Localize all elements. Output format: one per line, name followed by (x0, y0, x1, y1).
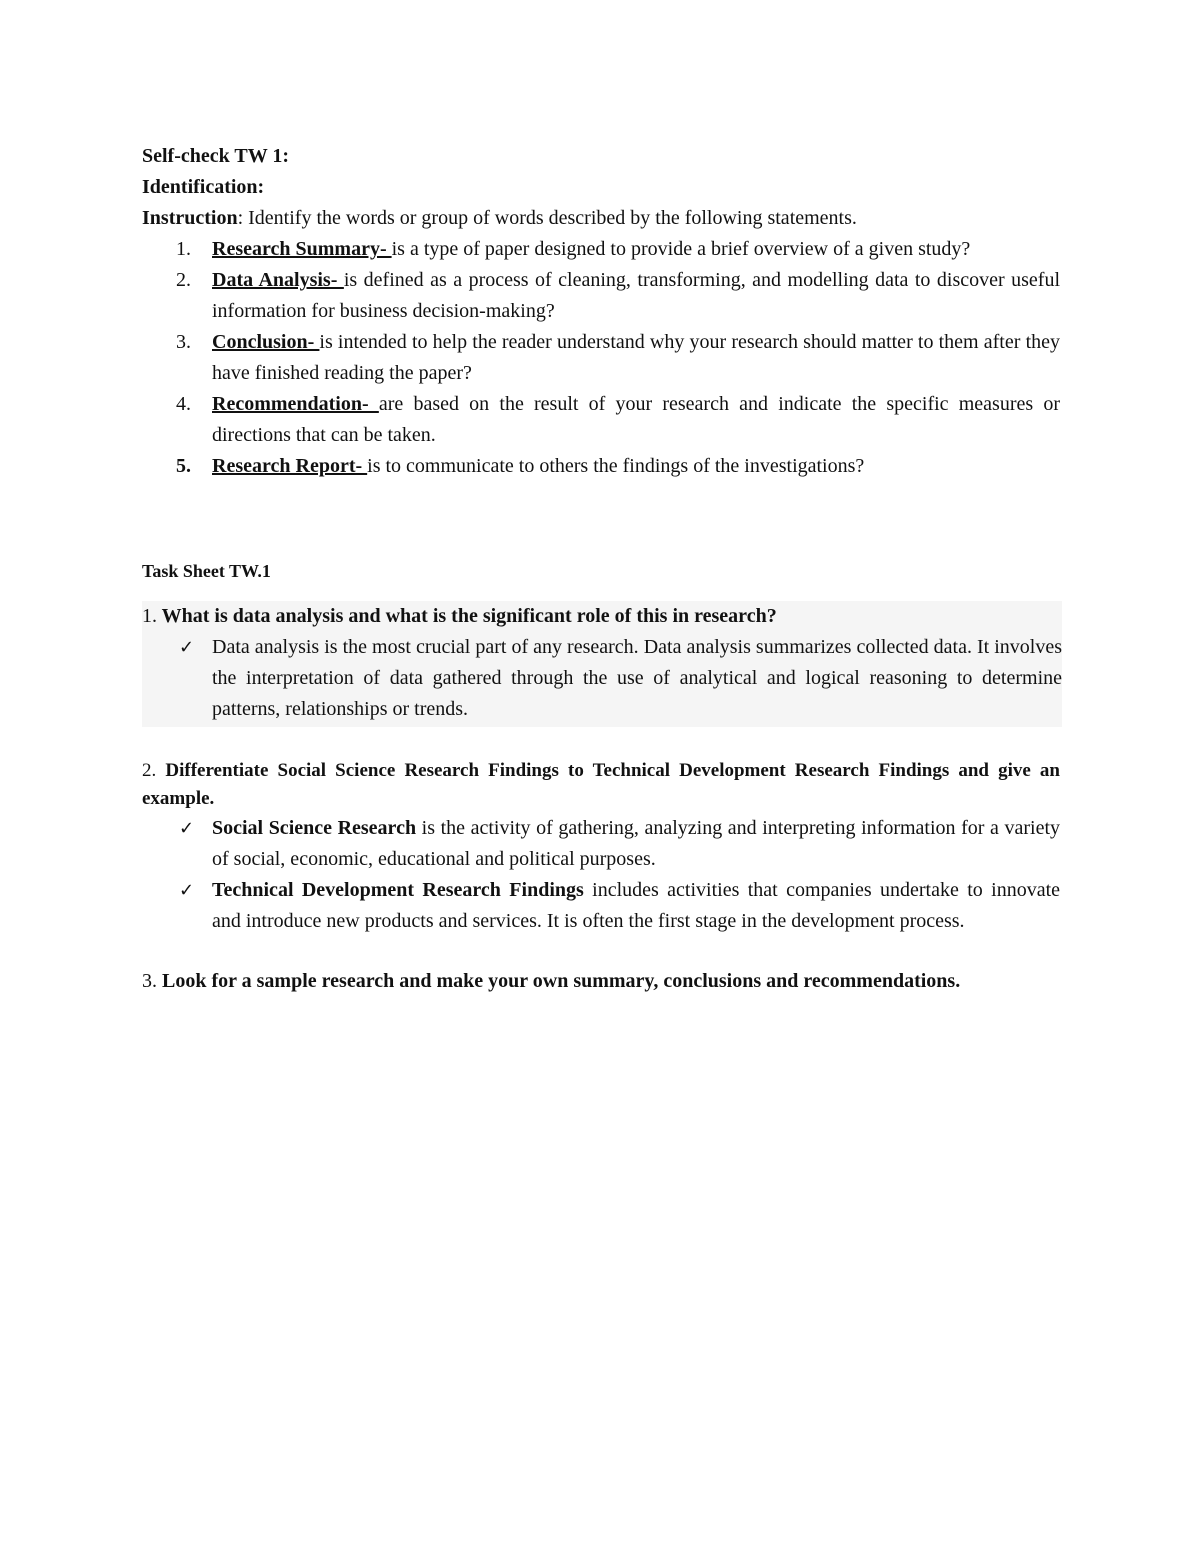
answer-term: Technical Development Research Findings (212, 879, 584, 901)
checkmark-icon: ✓ (179, 818, 195, 839)
tasksheet-title: Task Sheet TW.1 (142, 561, 271, 581)
question-1-block (142, 601, 1062, 727)
item-number: 5. (176, 455, 191, 477)
answer-item (142, 875, 1060, 937)
list-item (142, 234, 1060, 265)
item-term: Research Report- (212, 455, 368, 477)
list-item (142, 389, 1060, 451)
instruction-line (142, 203, 1060, 234)
instruction-label: Instruction (142, 207, 238, 229)
item-text: is defined as a process of cleaning, transforming, and modelling data to discover useful information for business decision-making? (212, 269, 1061, 322)
item-term: Data Analysis- (212, 269, 344, 291)
list-item (142, 265, 1060, 327)
item-number: 3. (176, 331, 191, 353)
question-number: 3. (142, 970, 157, 992)
item-number: 1. (176, 238, 191, 260)
item-number: 4. (176, 393, 191, 415)
checkmark-icon: ✓ (179, 637, 195, 658)
checkmark-icon: ✓ (179, 880, 195, 901)
item-number: 2. (176, 269, 191, 291)
item-text: is a type of paper designed to provide a brief overview of a given study? (391, 238, 971, 260)
question-number: 2. (142, 760, 157, 781)
selfcheck-subtitle: Identification: (142, 176, 265, 198)
answer-text: Data analysis is the most crucial part of any research. Data analysis summarizes collected data. It involves the interpretation of data gathered through the use of analytical and logical reasoning to determine patterns, relationships or trends. (212, 636, 1062, 720)
instruction-text: : Identify the words or group of words described by the following statements. (237, 207, 857, 229)
item-term: Conclusion- (212, 331, 320, 353)
question-text: Differentiate Social Science Research Findings to Technical Development Research Findings and give an example. (142, 760, 1060, 809)
question-3 (142, 967, 1060, 995)
question-2-block (142, 757, 1060, 937)
list-item (142, 327, 1060, 389)
identification-list (142, 234, 1060, 482)
item-text: is to communicate to others the findings of the investigations? (367, 455, 865, 477)
document-content (142, 141, 1060, 995)
question-2 (142, 757, 1060, 813)
question-text: What is data analysis and what is the significant role of this in research? (157, 605, 777, 627)
selfcheck-title: Self-check TW 1: (142, 145, 290, 167)
answer-text: includes activities that companies undertake to innovate and introduce new products and services. It is often the first stage in the development process. (212, 879, 1060, 932)
item-term: Recommendation- (212, 393, 379, 415)
question-number: 1. (142, 605, 157, 627)
list-item (142, 451, 1060, 482)
answer-item (142, 632, 1062, 725)
answer-term: Social Science Research (212, 817, 417, 839)
answer-item (142, 813, 1060, 875)
item-term: Research Summary- (212, 238, 392, 260)
question-1 (142, 601, 1062, 632)
answer-text: is the activity of gathering, analyzing and interpreting information for a variety of social, economic, educational and political purposes. (212, 817, 1061, 870)
item-text: is intended to help the reader understand why your research should matter to them after they have finished reading the paper? (212, 331, 1060, 384)
question-text: Look for a sample research and make your own summary, conclusions and recommendations. (157, 970, 961, 992)
item-text: are based on the result of your research and indicate the specific measures or directions that can be taken. (212, 393, 1061, 446)
